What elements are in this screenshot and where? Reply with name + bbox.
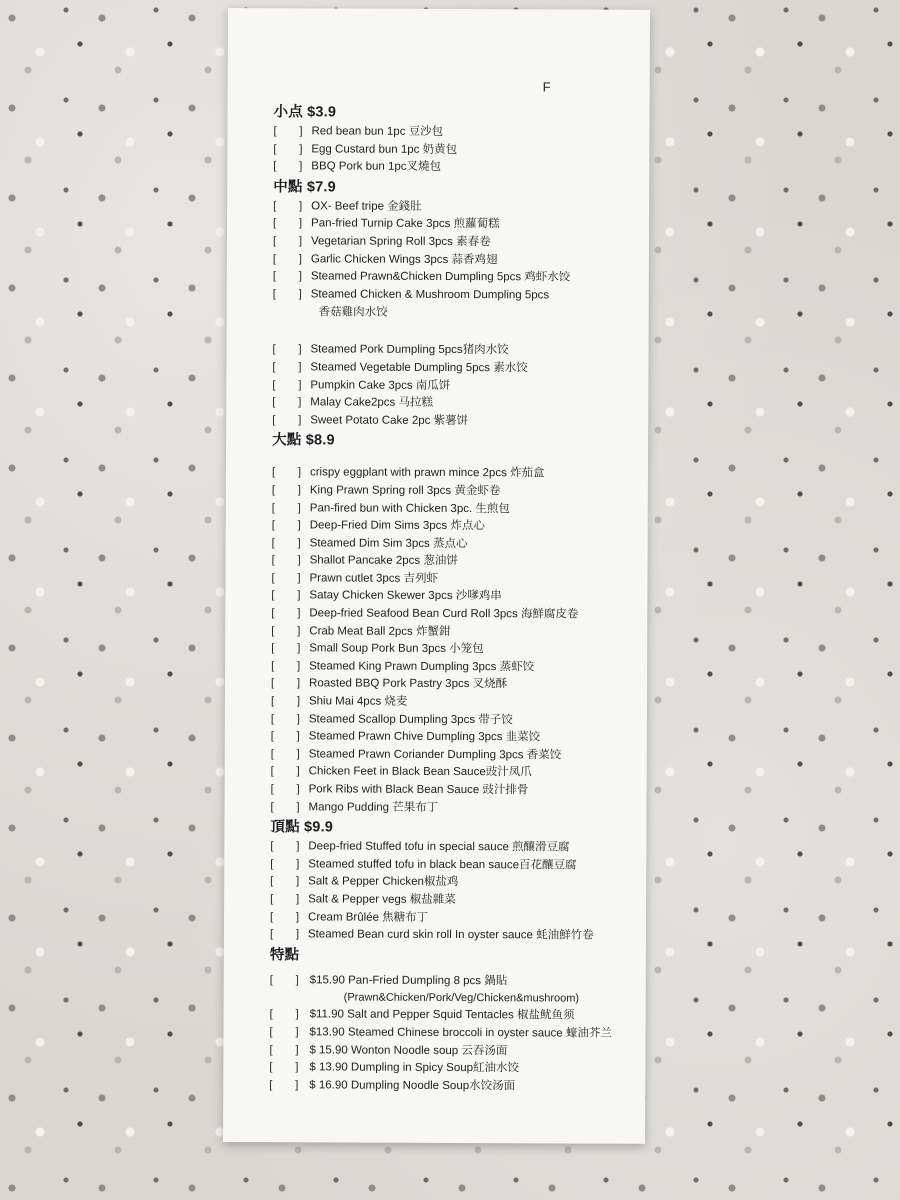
- checkbox-bracket: [ ]: [272, 287, 302, 301]
- menu-item[interactable]: [ ] Satay Chicken Skewer 3pcs 沙嗲鸡串: [271, 588, 641, 607]
- menu-item[interactable]: [ ] Salt & Pepper vegs 椒盐雜菜: [270, 891, 640, 910]
- checkbox-bracket: [ ]: [271, 554, 301, 567]
- menu-item-continuation: 香菇雞肉水饺: [318, 306, 388, 320]
- checkbox-bracket: [ ]: [269, 1008, 299, 1021]
- checkbox-bracket: [ ]: [269, 1061, 299, 1074]
- menu-item[interactable]: [ ] Egg Custard bun 1pc 奶黄包: [273, 141, 643, 160]
- checkbox-bracket: [ ]: [271, 660, 301, 673]
- menu-item[interactable]: [ ] Deep-Fried Dim Sims 3pcs 炸点心: [272, 517, 642, 536]
- spacer: [273, 322, 643, 344]
- checkbox-bracket: [ ]: [272, 343, 302, 356]
- checkbox-bracket: [ ]: [272, 235, 303, 248]
- menu-item[interactable]: [ ] Shallot Pancake 2pcs 葱油饼: [272, 552, 642, 571]
- menu-item[interactable]: [ ] Steamed Vegetable Dumpling 5pcs 素水饺: [272, 359, 642, 378]
- menu-item[interactable]: [ ] Steamed Prawn&Chicken Dumpling 5pcs 鸡虾水饺: [273, 268, 643, 287]
- menu-item[interactable]: [ ] Pork Ribs with Black Bean Sauce 豉汁排骨: [271, 781, 641, 800]
- menu-item[interactable]: [ ] Prawn cutlet 3pcs 吉列虾: [271, 570, 641, 589]
- checkbox-bracket: [ ]: [270, 800, 300, 813]
- checkbox-bracket: [ ]: [269, 928, 300, 941]
- checkbox-bracket: [ ]: [271, 466, 302, 479]
- checkbox-bracket: [ ]: [271, 501, 301, 514]
- checkbox-bracket: [ ]: [272, 270, 302, 283]
- menu-item[interactable]: [ ] $13.90 Steamed Chinese broccoli in oyster sauce 蠔油芥兰: [269, 1024, 639, 1043]
- menu-item[interactable]: [ ] Deep-fried Stuffed tofu in special sauce 煎釀滑豆腐: [270, 838, 640, 857]
- checkbox-bracket: [ ]: [272, 361, 302, 374]
- menu-item[interactable]: [ ] Steamed Bean curd skin roll In oyster sauce 蚝油鮮竹卷: [270, 926, 640, 945]
- menu-item[interactable]: [ ] Steamed Prawn Coriander Dumpling 3pcs 香菜饺: [271, 746, 641, 765]
- menu-item[interactable]: [ ] Pan-fried Turnip Cake 3pcs 煎蘿蔔糕: [273, 216, 643, 235]
- menu-item[interactable]: [ ] Shiu Mai 4pcs 烧麦: [271, 693, 641, 712]
- menu-item[interactable]: [ ] Salt & Pepper Chicken椒盐鸡: [270, 874, 640, 893]
- checkbox-bracket: [ ]: [270, 910, 300, 923]
- checkbox-bracket: [ ]: [272, 396, 302, 409]
- checkbox-bracket: [ ]: [271, 572, 301, 585]
- checkbox-bracket: [ ]: [270, 875, 300, 888]
- menu-item[interactable]: [ ] Steamed stuffed tofu in black bean sauce百花釀豆腐: [270, 856, 640, 875]
- checkbox-bracket: [ ]: [270, 783, 300, 796]
- menu-item-continuation: (Prawn&Chicken/Pork/Veg/Chicken&mushroom): [343, 991, 580, 1005]
- checkbox-bracket: [ ]: [273, 160, 303, 173]
- checkbox-bracket: [ ]: [270, 840, 300, 853]
- checkbox-bracket: [ ]: [269, 1026, 299, 1039]
- checkbox-bracket: [ ]: [270, 730, 300, 743]
- menu-sheet: [223, 8, 650, 1144]
- checkbox-bracket: [ ]: [272, 378, 302, 391]
- menu-item[interactable]: [ ] BBQ Pork bun 1pc叉燒包: [273, 158, 643, 177]
- section-title-large: 大點 $8.9: [272, 432, 335, 449]
- checkbox-bracket: [ ]: [271, 607, 301, 620]
- menu-item[interactable]: [ ] Pan-fired bun with Chicken 3pc. 生煎包: [272, 500, 642, 519]
- checkbox-bracket: [ ]: [269, 1078, 299, 1092]
- checkbox-bracket: [ ]: [272, 413, 302, 427]
- checkbox-bracket: [ ]: [271, 536, 301, 550]
- menu-item[interactable]: [ ] Deep-fried Seafood Bean Curd Roll 3pcs 海鮮腐皮卷: [271, 605, 641, 624]
- menu-item[interactable]: [ ] Malay Cake2pcs 马拉糕: [272, 394, 642, 413]
- checkbox-bracket: [ ]: [271, 642, 301, 655]
- checkbox-bracket: [ ]: [273, 142, 303, 155]
- menu-item[interactable]: [ ] Sweet Potato Cake 2pc 紫薯饼: [272, 412, 642, 431]
- menu-item[interactable]: [ ] crispy eggplant with prawn mince 2pcs 炸茄盒: [272, 465, 642, 484]
- menu-item[interactable]: [ ] Steamed Chicken & Mushroom Dumpling 5pcs: [273, 286, 643, 305]
- menu-item[interactable]: [ ] Red bean bun 1pc 豆沙包: [273, 123, 643, 142]
- checkbox-bracket: [ ]: [271, 589, 301, 602]
- checkbox-bracket: [ ]: [269, 973, 299, 987]
- section-title-special: 特點: [269, 946, 300, 964]
- section-title-small: 小点 $3.9: [273, 104, 337, 121]
- section-title-medium: 中點 $7.9: [273, 178, 336, 196]
- checkbox-bracket: [ ]: [270, 712, 300, 725]
- checkbox-bracket: [ ]: [271, 677, 301, 690]
- checkbox-bracket: [ ]: [271, 624, 301, 637]
- menu-item[interactable]: [ ] Crab Meat Ball 2pcs 炸蟹鉗: [271, 623, 641, 642]
- menu-item[interactable]: [ ] $11.90 Salt and Pepper Squid Tentacles 椒盐鱿鱼须: [270, 1007, 640, 1026]
- menu-item[interactable]: [ ] King Prawn Spring roll 3pcs 黄金虾卷: [272, 482, 642, 501]
- menu-item[interactable]: [ ] OX- Beef tripe 金錢肚: [273, 198, 643, 217]
- checkbox-bracket: [ ]: [271, 484, 301, 497]
- menu-item[interactable]: [ ] $ 16.90 Dumpling Noodle Soup水饺汤面: [269, 1077, 639, 1096]
- menu-item[interactable]: [ ] Garlic Chicken Wings 3pcs 蒜香鸡翅: [273, 251, 643, 270]
- menu-item[interactable]: [ ] Pumpkin Cake 3pcs 南瓜饼: [272, 377, 642, 396]
- checkbox-bracket: [ ]: [271, 519, 301, 532]
- section-title-top: 頂點 $9.9: [270, 819, 334, 836]
- menu-item[interactable]: [ ] $ 15.90 Wonton Noodle soup 云吞汤面: [269, 1042, 639, 1061]
- checkbox-bracket: [ ]: [273, 217, 303, 230]
- checkbox-bracket: [ ]: [270, 765, 300, 778]
- menu-item[interactable]: [ ] Steamed Prawn Chive Dumpling 3pcs 韭菜饺: [271, 728, 641, 747]
- checkbox-bracket: [ ]: [270, 893, 300, 906]
- menu-item[interactable]: [ ] $ 13.90 Dumpling in Spicy Soup紅油水饺: [269, 1059, 639, 1078]
- menu-item[interactable]: [ ] Steamed Dim Sim 3pcs 蒸点心: [272, 535, 642, 554]
- menu-item[interactable]: [ ] Steamed King Prawn Dumpling 3pcs 蒸虾饺: [271, 658, 641, 677]
- menu-item[interactable]: [ ] Roasted BBQ Pork Pastry 3pcs 叉烧酥: [271, 676, 641, 695]
- corner-letter: F: [542, 79, 551, 95]
- checkbox-bracket: [ ]: [270, 748, 300, 761]
- menu-item[interactable]: [ ] Chicken Feet in Black Bean Sauce豉汁凤爪: [271, 764, 641, 783]
- menu-item[interactable]: [ ] $15.90 Pan-Fried Dumpling 8 pcs 鍋貼: [270, 972, 640, 991]
- checkbox-bracket: [ ]: [272, 252, 302, 265]
- checkbox-bracket: [ ]: [269, 1043, 299, 1056]
- checkbox-bracket: [ ]: [270, 857, 300, 871]
- menu-item[interactable]: [ ] Small Soup Pork Bun 3pcs 小笼包: [271, 640, 641, 659]
- menu-item[interactable]: [ ] Mango Pudding 芒果布丁: [270, 799, 640, 818]
- menu-list: [269, 101, 643, 1096]
- menu-item[interactable]: [ ] Steamed Pork Dumpling 5pcs猪肉水饺: [272, 342, 642, 361]
- menu-item[interactable]: [ ] Vegetarian Spring Roll 3pcs 素春卷: [273, 233, 643, 252]
- menu-item[interactable]: [ ] Steamed Scallop Dumpling 3pcs 带子饺: [271, 711, 641, 730]
- menu-item[interactable]: [ ] Cream Brûlée 焦糖布丁: [270, 909, 640, 928]
- checkbox-bracket: [ ]: [273, 125, 303, 138]
- checkbox-bracket: [ ]: [273, 199, 303, 213]
- checkbox-bracket: [ ]: [270, 695, 301, 708]
